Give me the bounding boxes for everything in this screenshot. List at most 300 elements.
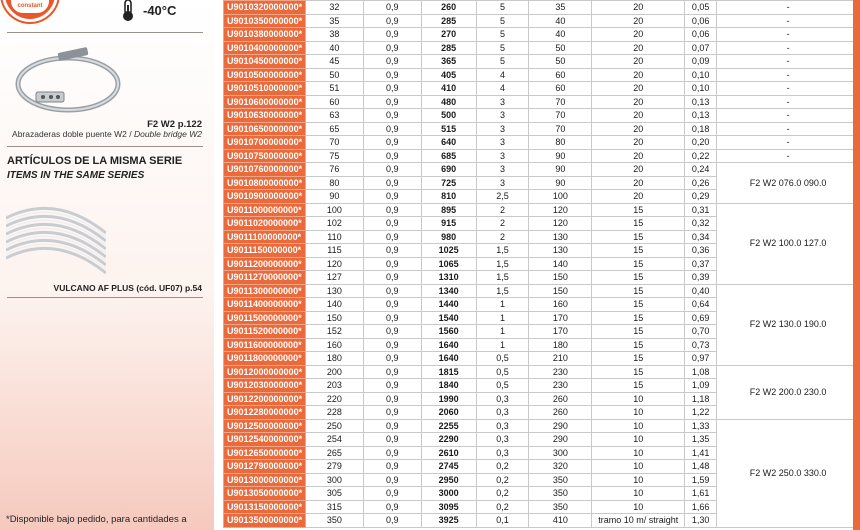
cell-t: 0,9 xyxy=(363,122,421,136)
product-table xyxy=(223,0,860,528)
cell-p: 405 xyxy=(421,68,476,82)
cell-l: 15 xyxy=(592,217,685,231)
cell-b: 80 xyxy=(529,136,592,150)
cell-code: U9012200000000* xyxy=(224,392,306,406)
hose-icon xyxy=(6,188,106,278)
cell-p: 2255 xyxy=(421,419,476,433)
cell-r: 5 xyxy=(476,1,529,15)
cell-l: 20 xyxy=(592,95,685,109)
cell-r: 1,5 xyxy=(476,244,529,258)
cell-r: 4 xyxy=(476,82,529,96)
cell-p: 365 xyxy=(421,55,476,69)
cell-r: 0,2 xyxy=(476,460,529,474)
temperature-label: -40°C xyxy=(143,3,177,18)
cell-p: 285 xyxy=(421,41,476,55)
cell-b: 230 xyxy=(529,365,592,379)
cell-p: 1640 xyxy=(421,338,476,352)
cell-d: 350 xyxy=(305,514,363,528)
cell-code: U9011600000000* xyxy=(224,338,306,352)
cell-b: 40 xyxy=(529,14,592,28)
cell-t: 0,9 xyxy=(363,500,421,514)
cell-r: 1 xyxy=(476,325,529,339)
cell-r: 1 xyxy=(476,298,529,312)
table-row xyxy=(224,419,860,433)
cell-l: 20 xyxy=(592,136,685,150)
cell-code: U9013150000000* xyxy=(224,500,306,514)
cell-code: U9010400000000* xyxy=(224,41,306,55)
cell-l: 15 xyxy=(592,230,685,244)
clamp-group-cell: F2 W2 076.0 090.0 xyxy=(717,163,860,204)
cell-p: 1025 xyxy=(421,244,476,258)
cell-w: 0,70 xyxy=(685,325,717,339)
cell-p: 515 xyxy=(421,122,476,136)
cell-r: 3 xyxy=(476,176,529,190)
cell-t: 0,9 xyxy=(363,163,421,177)
cell-p: 3095 xyxy=(421,500,476,514)
clamp-group-cell: F2 W2 200.0 230.0 xyxy=(717,365,860,419)
cell-b: 350 xyxy=(529,473,592,487)
cell-t: 0,9 xyxy=(363,244,421,258)
cell-b: 120 xyxy=(529,203,592,217)
cell-l: 10 xyxy=(592,433,685,447)
cell-t: 0,9 xyxy=(363,82,421,96)
cell-r: 0,5 xyxy=(476,352,529,366)
cell-l: 15 xyxy=(592,203,685,217)
cell-l: 10 xyxy=(592,460,685,474)
cell-w: 1,41 xyxy=(685,446,717,460)
cell-r: 0,3 xyxy=(476,419,529,433)
cell-code: U9010900000000* xyxy=(224,190,306,204)
cell-p: 1540 xyxy=(421,311,476,325)
table-row xyxy=(224,109,860,123)
cell-t: 0,9 xyxy=(363,446,421,460)
cell-group: - xyxy=(717,109,860,123)
cell-t: 0,9 xyxy=(363,325,421,339)
cell-b: 170 xyxy=(529,311,592,325)
cell-w: 0,32 xyxy=(685,217,717,231)
cell-code: U9012790000000* xyxy=(224,460,306,474)
cell-d: 120 xyxy=(305,257,363,271)
cell-p: 685 xyxy=(421,149,476,163)
cell-group: - xyxy=(717,82,860,96)
table-row xyxy=(224,122,860,136)
cell-r: 1 xyxy=(476,311,529,325)
cell-d: 45 xyxy=(305,55,363,69)
cell-t: 0,9 xyxy=(363,190,421,204)
cell-t: 0,9 xyxy=(363,338,421,352)
table-row xyxy=(224,82,860,96)
cell-l: 15 xyxy=(592,365,685,379)
cell-group: - xyxy=(717,28,860,42)
footnote: *Disponible bajo pedido, para cantidades a xyxy=(6,514,187,525)
cell-b: 300 xyxy=(529,446,592,460)
cell-r: 3 xyxy=(476,95,529,109)
cell-d: 180 xyxy=(305,352,363,366)
cell-l: 15 xyxy=(592,325,685,339)
cell-r: 3 xyxy=(476,136,529,150)
cell-p: 2745 xyxy=(421,460,476,474)
cell-w: 0,10 xyxy=(685,82,717,96)
cell-w: 0,34 xyxy=(685,230,717,244)
cell-w: 0,31 xyxy=(685,203,717,217)
cell-p: 260 xyxy=(421,1,476,15)
cell-t: 0,9 xyxy=(363,136,421,150)
cell-r: 0,3 xyxy=(476,446,529,460)
cell-d: 279 xyxy=(305,460,363,474)
cell-t: 0,9 xyxy=(363,149,421,163)
cell-d: 265 xyxy=(305,446,363,460)
cell-r: 5 xyxy=(476,55,529,69)
table-row xyxy=(224,14,860,28)
cell-code: U9011520000000* xyxy=(224,325,306,339)
cell-b: 70 xyxy=(529,122,592,136)
cell-w: 0,05 xyxy=(685,1,717,15)
series-item: VULCANO AF PLUS (cód. UF07) p.54 xyxy=(53,283,202,293)
cell-p: 895 xyxy=(421,203,476,217)
cell-d: 32 xyxy=(305,1,363,15)
cell-code: U9012000000000* xyxy=(224,365,306,379)
cell-d: 63 xyxy=(305,109,363,123)
cell-b: 70 xyxy=(529,95,592,109)
cell-t: 0,9 xyxy=(363,55,421,69)
cell-b: 50 xyxy=(529,55,592,69)
clamp-group-cell: F2 W2 130.0 190.0 xyxy=(717,284,860,365)
cell-w: 0,39 xyxy=(685,271,717,285)
cell-b: 170 xyxy=(529,325,592,339)
cell-t: 0,9 xyxy=(363,419,421,433)
cell-d: 250 xyxy=(305,419,363,433)
cell-w: 0,10 xyxy=(685,68,717,82)
cell-l: 10 xyxy=(592,406,685,420)
cell-t: 0,9 xyxy=(363,217,421,231)
cell-p: 2950 xyxy=(421,473,476,487)
cell-code: U9010510000000* xyxy=(224,82,306,96)
cell-w: 1,35 xyxy=(685,433,717,447)
cell-d: 203 xyxy=(305,379,363,393)
cell-w: 1,08 xyxy=(685,365,717,379)
cell-l: 10 xyxy=(592,473,685,487)
cell-w: 1,30 xyxy=(685,514,717,528)
cell-d: 102 xyxy=(305,217,363,231)
cell-w: 0,26 xyxy=(685,176,717,190)
cell-r: 1,5 xyxy=(476,284,529,298)
cell-d: 90 xyxy=(305,190,363,204)
table-row xyxy=(224,163,860,177)
cell-r: 2 xyxy=(476,203,529,217)
cell-l: 10 xyxy=(592,419,685,433)
cell-r: 2 xyxy=(476,217,529,231)
cell-d: 315 xyxy=(305,500,363,514)
cell-l: tramo 10 m/ straight xyxy=(592,514,685,528)
cell-d: 76 xyxy=(305,163,363,177)
cell-code: U9010320000000* xyxy=(224,1,306,15)
cell-d: 160 xyxy=(305,338,363,352)
cell-l: 15 xyxy=(592,311,685,325)
cell-r: 1,5 xyxy=(476,271,529,285)
cell-t: 0,9 xyxy=(363,392,421,406)
cell-t: 0,9 xyxy=(363,28,421,42)
cell-b: 90 xyxy=(529,176,592,190)
cell-l: 20 xyxy=(592,55,685,69)
cell-t: 0,9 xyxy=(363,298,421,312)
cell-p: 810 xyxy=(421,190,476,204)
cell-d: 200 xyxy=(305,365,363,379)
cell-p: 1560 xyxy=(421,325,476,339)
table-row xyxy=(224,28,860,42)
cell-l: 20 xyxy=(592,122,685,136)
cell-r: 0,5 xyxy=(476,379,529,393)
cell-code: U9010600000000* xyxy=(224,95,306,109)
cell-d: 40 xyxy=(305,41,363,55)
cell-d: 140 xyxy=(305,298,363,312)
cell-t: 0,9 xyxy=(363,41,421,55)
cell-code: U9010350000000* xyxy=(224,14,306,28)
cell-t: 0,9 xyxy=(363,352,421,366)
cell-group: - xyxy=(717,55,860,69)
cell-l: 20 xyxy=(592,28,685,42)
cell-w: 1,48 xyxy=(685,460,717,474)
cell-t: 0,9 xyxy=(363,284,421,298)
cell-l: 10 xyxy=(592,500,685,514)
cell-p: 2060 xyxy=(421,406,476,420)
cell-d: 110 xyxy=(305,230,363,244)
cell-w: 0,69 xyxy=(685,311,717,325)
cell-b: 410 xyxy=(529,514,592,528)
cell-code: U9011020000000* xyxy=(224,217,306,231)
cell-r: 0,3 xyxy=(476,433,529,447)
cell-l: 20 xyxy=(592,149,685,163)
cell-w: 1,22 xyxy=(685,406,717,420)
cell-b: 290 xyxy=(529,419,592,433)
cell-b: 350 xyxy=(529,500,592,514)
cell-r: 1,5 xyxy=(476,257,529,271)
cell-r: 5 xyxy=(476,41,529,55)
cell-d: 51 xyxy=(305,82,363,96)
cell-l: 15 xyxy=(592,244,685,258)
cell-p: 980 xyxy=(421,230,476,244)
cell-w: 0,37 xyxy=(685,257,717,271)
cell-p: 285 xyxy=(421,14,476,28)
cell-l: 20 xyxy=(592,41,685,55)
cell-r: 1 xyxy=(476,338,529,352)
cell-w: 0,40 xyxy=(685,284,717,298)
cell-p: 1840 xyxy=(421,379,476,393)
cell-p: 725 xyxy=(421,176,476,190)
cell-p: 1640 xyxy=(421,352,476,366)
cell-code: U9010800000000* xyxy=(224,176,306,190)
cell-w: 0,29 xyxy=(685,190,717,204)
cell-code: U9013000000000* xyxy=(224,473,306,487)
divider xyxy=(7,146,203,147)
cell-d: 228 xyxy=(305,406,363,420)
cell-p: 915 xyxy=(421,217,476,231)
cell-b: 130 xyxy=(529,230,592,244)
cell-b: 290 xyxy=(529,433,592,447)
cell-d: 35 xyxy=(305,14,363,28)
right-accent-bar xyxy=(853,0,860,530)
cell-w: 0,07 xyxy=(685,41,717,55)
cell-r: 5 xyxy=(476,28,529,42)
cell-b: 50 xyxy=(529,41,592,55)
cell-p: 2290 xyxy=(421,433,476,447)
clamp-group-cell: F2 W2 100.0 127.0 xyxy=(717,203,860,284)
cell-group: - xyxy=(717,95,860,109)
cell-t: 0,9 xyxy=(363,95,421,109)
cell-group: - xyxy=(717,136,860,150)
cell-r: 4 xyxy=(476,68,529,82)
cell-p: 1340 xyxy=(421,284,476,298)
cell-w: 0,20 xyxy=(685,136,717,150)
cell-l: 15 xyxy=(592,379,685,393)
cell-l: 20 xyxy=(592,163,685,177)
table-row xyxy=(224,136,860,150)
thermometer-icon xyxy=(118,0,138,22)
cell-w: 0,09 xyxy=(685,55,717,69)
cell-code: U9011400000000* xyxy=(224,298,306,312)
cell-p: 690 xyxy=(421,163,476,177)
cell-p: 1990 xyxy=(421,392,476,406)
cell-t: 0,9 xyxy=(363,406,421,420)
cell-p: 1310 xyxy=(421,271,476,285)
cell-b: 130 xyxy=(529,244,592,258)
cell-d: 60 xyxy=(305,95,363,109)
table-row xyxy=(224,55,860,69)
cell-code: U9011800000000* xyxy=(224,352,306,366)
cell-t: 0,9 xyxy=(363,14,421,28)
cell-code: U9010380000000* xyxy=(224,28,306,42)
cell-t: 0,9 xyxy=(363,1,421,15)
cell-group: - xyxy=(717,14,860,28)
accessory-desc: Abrazaderas doble puente W2 / Double bridge W2 xyxy=(12,129,202,139)
cell-b: 60 xyxy=(529,82,592,96)
cell-l: 15 xyxy=(592,271,685,285)
cell-p: 1440 xyxy=(421,298,476,312)
cell-l: 10 xyxy=(592,392,685,406)
cell-b: 260 xyxy=(529,406,592,420)
cell-d: 127 xyxy=(305,271,363,285)
cell-d: 115 xyxy=(305,244,363,258)
cell-r: 0,2 xyxy=(476,473,529,487)
left-sidebar xyxy=(0,0,214,530)
cell-b: 210 xyxy=(529,352,592,366)
cell-l: 20 xyxy=(592,1,685,15)
cell-b: 350 xyxy=(529,487,592,501)
cell-d: 38 xyxy=(305,28,363,42)
cell-l: 20 xyxy=(592,190,685,204)
cell-w: 1,18 xyxy=(685,392,717,406)
cell-code: U9013500000000* xyxy=(224,514,306,528)
cell-t: 0,9 xyxy=(363,203,421,217)
series-title-es: ARTÍCULOS DE LA MISMA SERIE xyxy=(7,155,183,167)
cell-t: 0,9 xyxy=(363,68,421,82)
cell-code: U9012280000000* xyxy=(224,406,306,420)
cell-d: 152 xyxy=(305,325,363,339)
cell-t: 0,9 xyxy=(363,514,421,528)
cell-l: 15 xyxy=(592,298,685,312)
cell-t: 0,9 xyxy=(363,487,421,501)
cell-l: 10 xyxy=(592,446,685,460)
cell-t: 0,9 xyxy=(363,433,421,447)
cell-code: U9011200000000* xyxy=(224,257,306,271)
cell-w: 0,64 xyxy=(685,298,717,312)
clamp-group-cell: F2 W2 250.0 330.0 xyxy=(717,419,860,527)
cell-r: 3 xyxy=(476,122,529,136)
cell-p: 640 xyxy=(421,136,476,150)
cell-d: 65 xyxy=(305,122,363,136)
cell-code: U9010500000000* xyxy=(224,68,306,82)
cell-code: U9011500000000* xyxy=(224,311,306,325)
top-icons xyxy=(0,0,214,28)
cell-r: 3 xyxy=(476,163,529,177)
cell-w: 1,61 xyxy=(685,487,717,501)
table-row xyxy=(224,365,860,379)
cell-w: 1,59 xyxy=(685,473,717,487)
cell-p: 410 xyxy=(421,82,476,96)
cell-code: U9010450000000* xyxy=(224,55,306,69)
cell-w: 0,73 xyxy=(685,338,717,352)
cell-p: 3000 xyxy=(421,487,476,501)
cell-d: 300 xyxy=(305,473,363,487)
cell-t: 0,9 xyxy=(363,257,421,271)
cell-d: 305 xyxy=(305,487,363,501)
cell-t: 0,9 xyxy=(363,365,421,379)
cell-l: 10 xyxy=(592,487,685,501)
cell-b: 230 xyxy=(529,379,592,393)
cell-code: U9010630000000* xyxy=(224,109,306,123)
cell-r: 0,5 xyxy=(476,365,529,379)
cell-d: 150 xyxy=(305,311,363,325)
cell-b: 90 xyxy=(529,149,592,163)
cell-r: 0,3 xyxy=(476,406,529,420)
cell-b: 160 xyxy=(529,298,592,312)
cell-d: 50 xyxy=(305,68,363,82)
cell-b: 320 xyxy=(529,460,592,474)
cell-b: 120 xyxy=(529,217,592,231)
cell-group: - xyxy=(717,122,860,136)
cell-t: 0,9 xyxy=(363,176,421,190)
cell-r: 0,1 xyxy=(476,514,529,528)
cell-d: 100 xyxy=(305,203,363,217)
cell-b: 150 xyxy=(529,284,592,298)
cell-w: 0,97 xyxy=(685,352,717,366)
table-row xyxy=(224,95,860,109)
cell-w: 1,33 xyxy=(685,419,717,433)
cell-w: 0,13 xyxy=(685,95,717,109)
cell-code: U9012030000000* xyxy=(224,379,306,393)
cell-code: U9011000000000* xyxy=(224,203,306,217)
cell-b: 40 xyxy=(529,28,592,42)
cell-t: 0,9 xyxy=(363,379,421,393)
cell-l: 15 xyxy=(592,352,685,366)
cell-w: 0,36 xyxy=(685,244,717,258)
divider xyxy=(7,32,203,33)
cell-r: 3 xyxy=(476,109,529,123)
cell-l: 15 xyxy=(592,338,685,352)
cell-l: 15 xyxy=(592,284,685,298)
cell-l: 20 xyxy=(592,68,685,82)
double-bridge-clamp-icon xyxy=(10,40,130,118)
cell-p: 1065 xyxy=(421,257,476,271)
cell-t: 0,9 xyxy=(363,473,421,487)
cell-l: 15 xyxy=(592,257,685,271)
series-title-en: ITEMS IN THE SAME SERIES xyxy=(7,170,145,181)
cell-r: 5 xyxy=(476,14,529,28)
cell-l: 20 xyxy=(592,176,685,190)
constant-badge-icon xyxy=(2,0,58,22)
cell-l: 20 xyxy=(592,14,685,28)
cell-code: U9011100000000* xyxy=(224,230,306,244)
cell-b: 35 xyxy=(529,1,592,15)
